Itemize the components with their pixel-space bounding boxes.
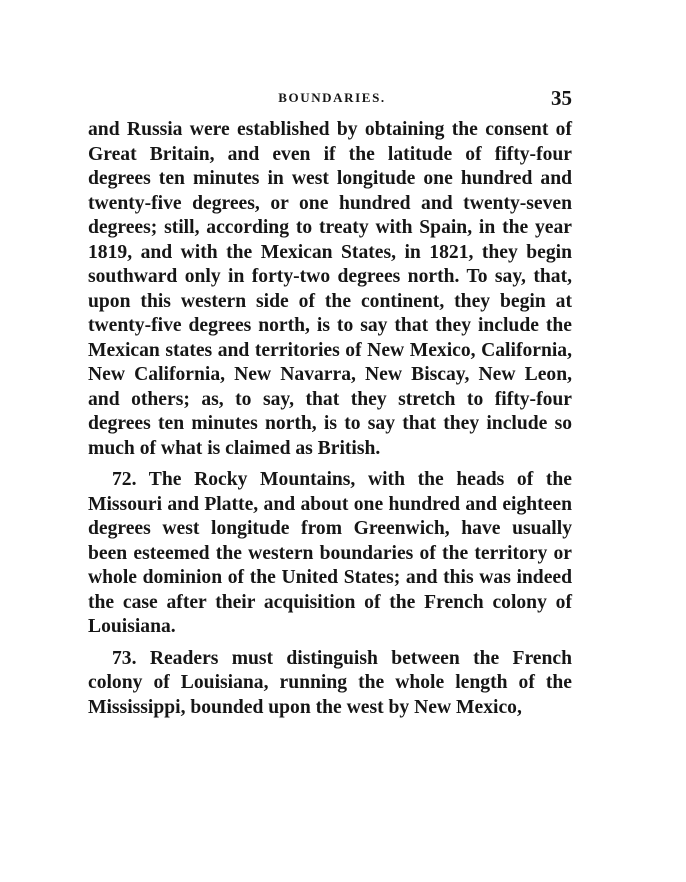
paragraph-text: The Rocky Mountains, with the heads of the Missouri and Platte, and about one hundred and eighteen degrees west longitude from Greenwich, have usually been esteemed the western boundaries of the territory or whole dominion of the United States; and this was indeed the case after their acquisition of the French colony of Louisiana. — [88, 469, 572, 637]
page-number: 35 — [551, 86, 572, 110]
paragraph-continued — [88, 118, 572, 461]
page-header — [92, 86, 572, 110]
paragraph-text: Readers must distinguish between the French colony of Louisiana, running the whole length of the Mississippi, bounded upon the west by New Mexico, — [88, 647, 572, 718]
paragraph-number: 73. — [112, 647, 137, 669]
paragraph-text: and Russia were established by obtaining the consent of Great Britain, and even if the latitude of fifty-four degrees ten minutes in west longitude one hundred and twenty-five degrees, or one hundred and twenty-seven degrees; still, according to treaty with Spain, in the year 1819, and with the Mexican States, in 1821, they begin southward only in forty-two degrees north. To say, that, upon this western side of the continent, they begin at twenty-five degrees north, is to say that they include the Mexican states and territories of New Mexico, California, New California, New Navarra, New Biscay, New Leon, and others; as, to say, that they stretch to fifty-four degrees ten minutes north, is to say that they include so much of what is claimed as British. — [88, 119, 572, 459]
body-text — [88, 118, 572, 720]
paragraph-72 — [88, 468, 572, 640]
paragraph-73 — [88, 647, 572, 721]
paragraph-number: 72. — [112, 469, 137, 490]
running-head: BOUNDARIES. — [278, 90, 386, 105]
